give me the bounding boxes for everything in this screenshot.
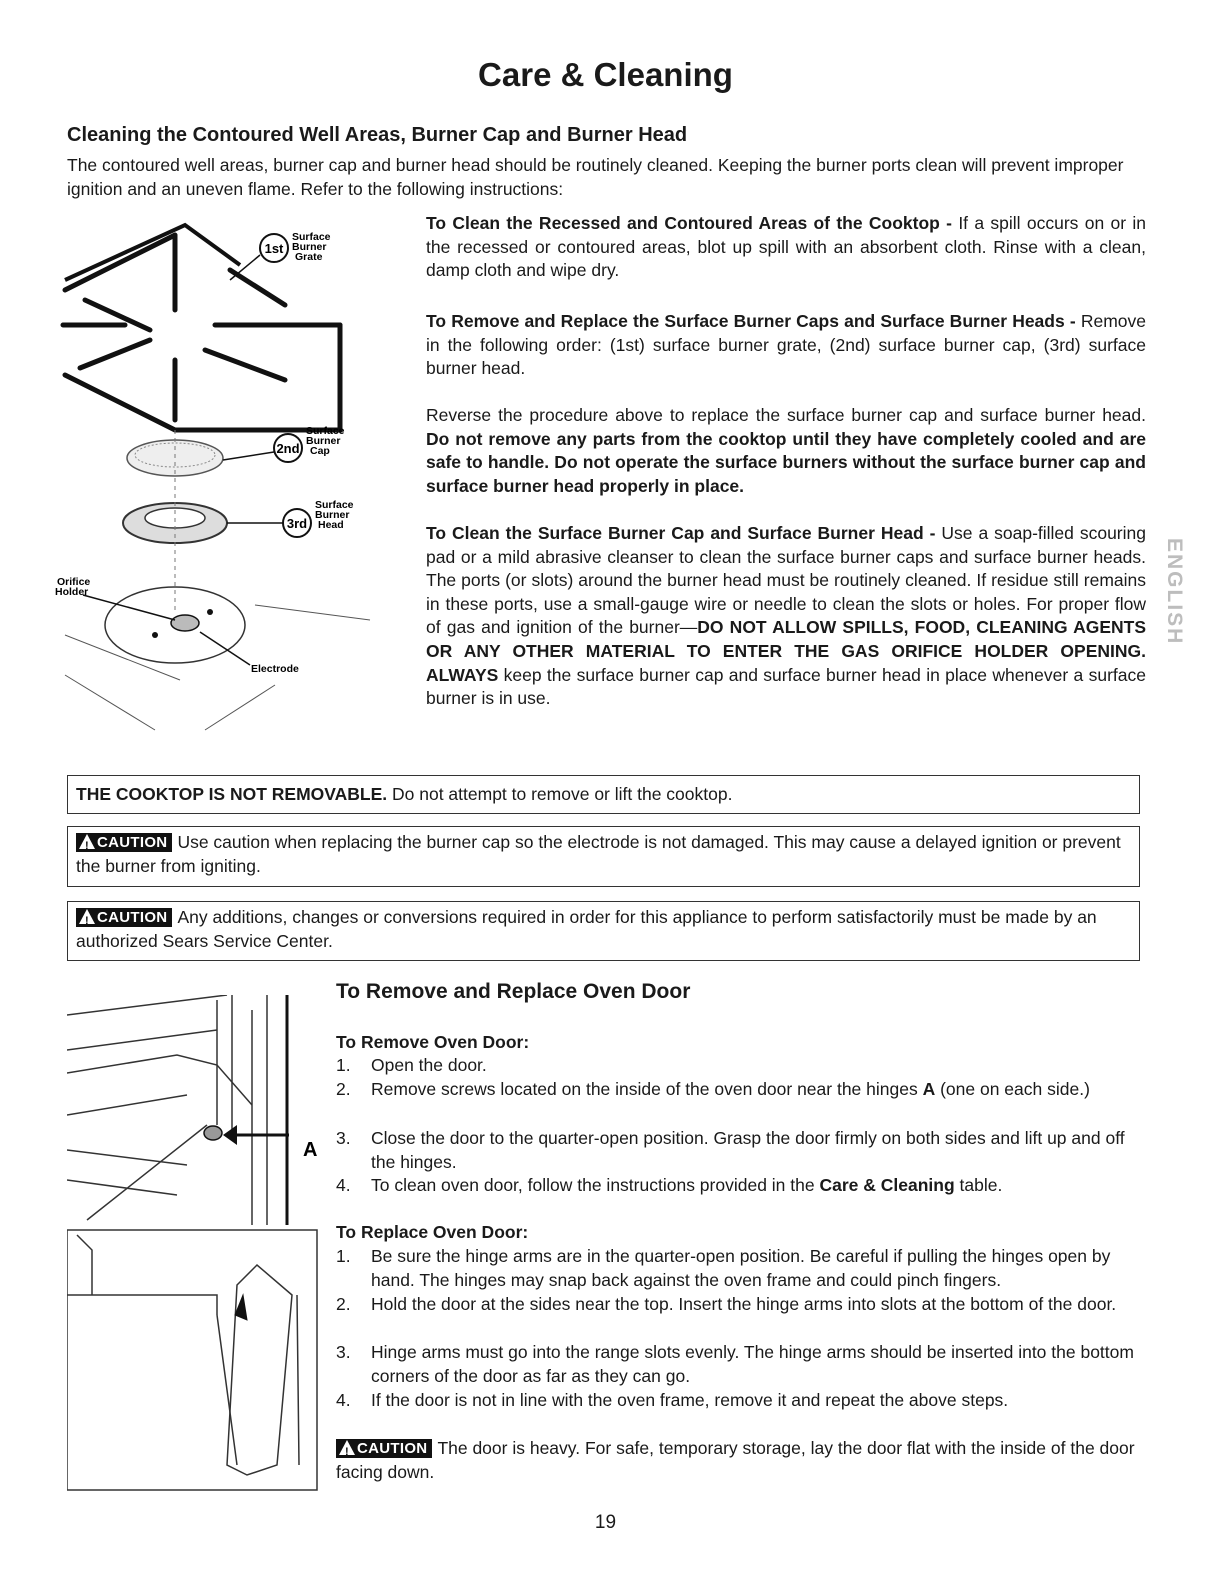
section-heading-oven-door: To Remove and Replace Oven Door xyxy=(336,980,691,1003)
caution-badge: ! CAUTION xyxy=(76,908,172,927)
subheading-remove-oven-door: To Remove Oven Door: xyxy=(336,1032,530,1052)
grate-label-1: Surface xyxy=(292,231,331,243)
head-label-3: Head xyxy=(318,519,344,531)
notice-cooktop-not-removable xyxy=(67,775,1140,814)
cap-label-1: Surface xyxy=(306,425,345,437)
head-label-2: Burner xyxy=(315,509,350,521)
caution-box-burner-cap xyxy=(67,826,1140,887)
svg-text:Surface Burner Cap xyxy=(306,425,347,457)
remove-step: 4. To clean oven door, follow the instructions provided in the Care & Cleaning table. xyxy=(336,1175,1003,1195)
caution-text-sears-service: Any additions, changes or conversions required in order for this appliance to perform satisfactorily must be made by an authorized Sears Service Center. xyxy=(76,907,1097,951)
replace-step: 1. Be sure the hinge arms are in the quarter-open position. Be careful if pulling the hinges open by hand. The hinges may snap back against the oven frame and could pinch fingers. xyxy=(336,1246,1111,1290)
cap-label-3: Cap xyxy=(310,445,330,457)
orifice-holder-shape xyxy=(171,615,199,631)
paragraph-clean-recessed-lead: To Clean the Recessed and Contoured Areas of the Cooktop - xyxy=(426,213,959,233)
remove-step: 1. Open the door. xyxy=(336,1055,487,1075)
notice-text: Do not attempt to remove or lift the cooktop. xyxy=(387,784,733,804)
head-label-1: Surface xyxy=(315,499,354,511)
paragraph-clean-cap-head-text2: keep the surface burner cap and surface burner head in place whenever a surface burner is in use. xyxy=(426,664,1146,709)
orifice-label-1: Orifice xyxy=(57,576,91,588)
section-intro: The contoured well areas, burner cap and burner head should be routinely cleaned. Keeping the burner ports clean will prevent improper ignition and an uneven flame. Refer to the following instructions: xyxy=(67,155,1124,199)
electrode-label: Electrode xyxy=(251,663,299,675)
caution-badge: ! CAUTION xyxy=(336,1439,432,1458)
cap-number: 2nd xyxy=(276,441,300,456)
hinge-label-a: A xyxy=(303,1139,318,1161)
warning-triangle-icon: ! xyxy=(79,834,95,849)
caution-box-sears-service xyxy=(67,901,1140,961)
replace-step: 2. Hold the door at the sides near the top. Insert the hinge arms into slots at the bottom of the door. xyxy=(336,1294,1117,1314)
grate-label-3: Grate xyxy=(295,251,323,263)
paragraph-clean-cap-head-lead: To Clean the Surface Burner Cap and Surface Burner Head - xyxy=(426,523,942,543)
caution-text-burner-cap: Use caution when replacing the burner cap so the electrode is not damaged. This may cause a delayed ignition or prevent the burner from igniting. xyxy=(76,832,1121,876)
paragraph-clean-cap-head xyxy=(426,522,1146,711)
notice-bold-text: THE COOKTOP IS NOT REMOVABLE. xyxy=(76,784,388,804)
replace-step: 3. Hinge arms must go into the range slots evenly. The hinge arms should be inserted into the bottom corners of the door as far as they can go. xyxy=(336,1342,1134,1386)
caution-door-heavy xyxy=(336,1437,1148,1484)
burner-parts-diagram xyxy=(55,220,385,740)
head-number: 3rd xyxy=(286,516,308,531)
grate-number: 1st xyxy=(264,241,284,256)
svg-text:Surface Burner Head xyxy=(315,499,356,531)
warning-triangle-icon: ! xyxy=(339,1440,355,1455)
paragraph-reverse-warning: Do not remove any parts from the cooktop until they have completely cooled and are safe to handle. Do not operate the surface burners without the surface burner cap and surface burner head properly in place. xyxy=(426,428,1146,496)
paragraph-remove-replace-text: Remove in the following order: (1st) surface burner grate, (2nd) surface burner cap, (3rd) surface burner head. xyxy=(426,311,1146,379)
paragraph-clean-cap-head-text: Use a soap-filled scouring pad or a mild abrasive cleanser to clean the surface burner caps and surface burner heads. The ports (or slots) around the burner head must be routinely cleaned. If residue still remains in these ports, use a small-gauge wire or needle to clean the slots or holes. For proper flow of gas and ignition of the burner— xyxy=(426,523,1146,638)
caution-text-door-heavy: The door is heavy. For safe, temporary storage, lay the door flat with the inside of the door facing down. xyxy=(336,1438,1135,1482)
caution-badge: ! CAUTION xyxy=(76,833,172,852)
section-heading-cleaning: Cleaning the Contoured Well Areas, Burner Cap and Burner Head xyxy=(67,124,688,146)
replace-step: 4. If the door is not in line with the oven frame, remove it and repeat the above steps. xyxy=(336,1390,1009,1410)
remove-step: 2. Remove screws located on the inside of the oven door near the hinges A (one on each side.) xyxy=(336,1079,1090,1099)
paragraph-remove-replace-caps xyxy=(426,310,1146,381)
paragraph-clean-cap-head-warning: DO NOT ALLOW SPILLS, FOOD, CLEANING AGENTS OR ANY OTHER MATERIAL TO ENTER THE GAS ORIFICE HOLDER OPENING. ALWAYS xyxy=(426,617,1146,685)
paragraph-reverse-procedure xyxy=(426,404,1146,498)
page-title: Care & Cleaning xyxy=(478,56,733,93)
oven-door-hinge-diagram xyxy=(67,995,337,1495)
grate-label-2: Burner xyxy=(292,241,327,253)
paragraph-clean-recessed-text: If a spill occurs on or in the recessed or contoured areas, blot up spill with an absorbent cloth. Rinse with a clean, damp cloth and wipe dry. xyxy=(426,213,1147,281)
warning-triangle-icon: ! xyxy=(79,909,95,924)
remove-step: 3. Close the door to the quarter-open position. Grasp the door firmly on both sides and lift up and off the hinges. xyxy=(336,1128,1125,1172)
paragraph-clean-recessed xyxy=(426,212,1146,283)
cap-label-2: Burner xyxy=(306,435,341,447)
page-number: 19 xyxy=(594,1512,617,1533)
paragraph-reverse-text: Reverse the procedure above to replace the surface burner cap and surface burner head. xyxy=(426,405,1146,425)
svg-text:Surface Burner Grate xyxy=(292,231,333,263)
language-side-tab: ENGLISH xyxy=(1163,538,1186,646)
orifice-label-2: Holder xyxy=(55,586,89,598)
subheading-replace-oven-door: To Replace Oven Door: xyxy=(336,1222,529,1242)
paragraph-remove-replace-lead: To Remove and Replace the Surface Burner Caps and Surface Burner Heads - xyxy=(426,311,1081,331)
